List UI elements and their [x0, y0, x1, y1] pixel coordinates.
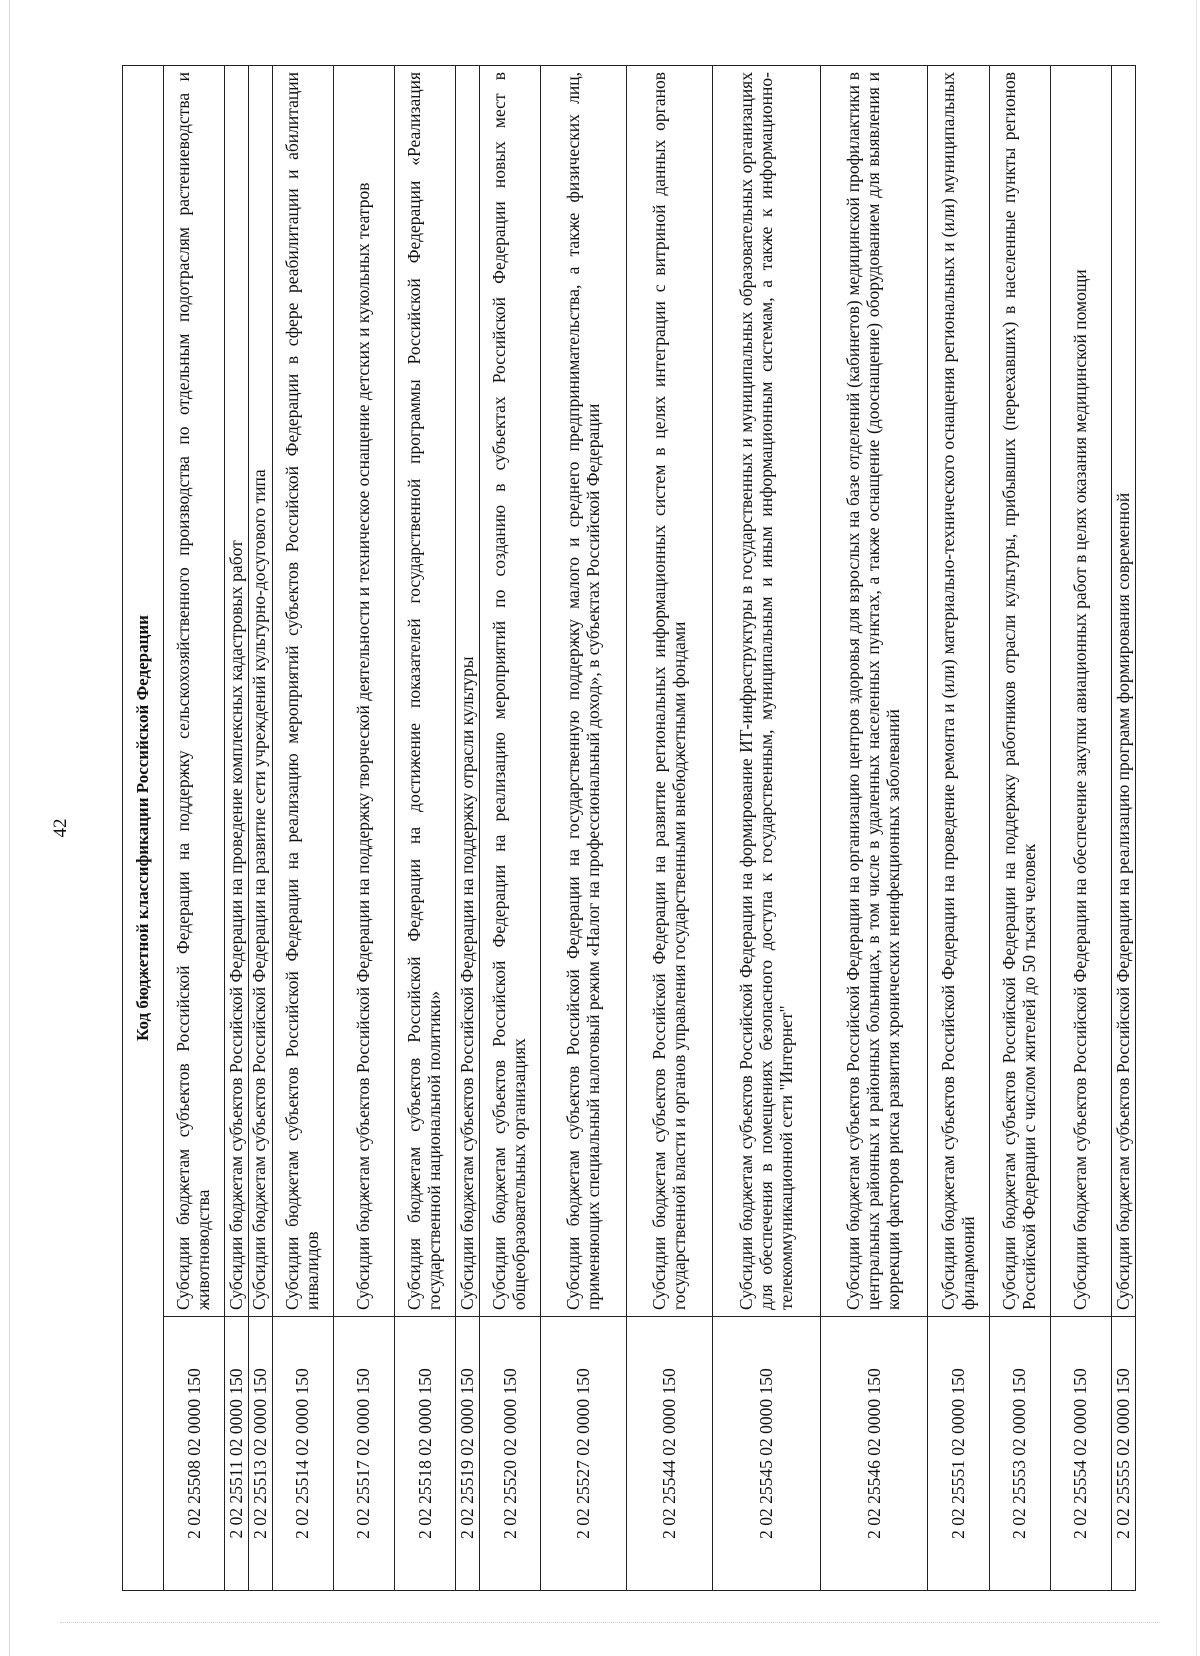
budget-code: 2 02 25519 02 0000 150 — [456, 1317, 480, 1591]
budget-code: 2 02 25553 02 0000 150 — [989, 1317, 1050, 1591]
table-row — [541, 66, 627, 1591]
budget-description: Субсидии бюджетам субъектов Российской Федерации на поддержку работников отрасли культуры, прибывших (переехавших) в населенные пункты регионов Российской Федерации с числом жителей до 50 тысяч человек — [989, 66, 1050, 1317]
table-row — [713, 66, 821, 1591]
table-row — [989, 66, 1050, 1591]
budget-description: Субсидии бюджетам субъектов Российской Федерации на формирование ИТ-инфраструктуры в государственных и муниципальных образовательных организациях для обеспечения в помещениях безопасного доступа к государственным, муниципальным и иным информационным системам, а также к информационно-телекоммуникационной сети "Интернет" — [713, 66, 821, 1317]
budget-code: 2 02 25554 02 0000 150 — [1050, 1317, 1111, 1591]
budget-description: Субсидии бюджетам субъектов Российской Федерации на поддержку творческой деятельности и техническое оснащение детских и кукольных театров — [333, 66, 394, 1317]
budget-description: Субсидии бюджетам субъектов Российской Федерации на поддержку отрасли культуры — [456, 66, 480, 1317]
table-row — [820, 66, 928, 1591]
budget-description: Субсидии бюджетам субъектов Российской Федерации на проведение ремонта и (или) материально-технического оснащения региональных и (или) муниципальных филармоний — [928, 66, 989, 1317]
table-row — [480, 66, 541, 1591]
table-row — [272, 66, 333, 1591]
budget-description: Субсидии бюджетам субъектов Российской Федерации на развитие сети учреждений культурно-досугового типа — [248, 66, 272, 1317]
budget-description: Субсидии бюджетам субъектов Российской Федерации на поддержку сельскохозяйственного производства по отдельным подотраслям растениеводства и животноводства — [164, 66, 225, 1317]
table-row — [164, 66, 225, 1591]
table-row — [1050, 66, 1111, 1591]
budget-code: 2 02 25518 02 0000 150 — [395, 1317, 456, 1591]
table-header-row — [123, 66, 164, 1591]
budget-description: Субсидия бюджетам субъектов Российской Федерации на достижение показателей государственной программы Российской Федерации «Реализация государственной национальной политики» — [395, 66, 456, 1317]
table-row — [928, 66, 989, 1591]
table-row — [1112, 66, 1136, 1591]
budget-code: 2 02 25520 02 0000 150 — [480, 1317, 541, 1591]
budget-code: 2 02 25551 02 0000 150 — [928, 1317, 989, 1591]
table-row — [248, 66, 272, 1591]
table-row — [225, 66, 249, 1591]
budget-description: Субсидии бюджетам субъектов Российской Федерации на реализацию программ формирования современной — [1112, 66, 1136, 1317]
budget-code: 2 02 25514 02 0000 150 — [272, 1317, 333, 1591]
table-row — [456, 66, 480, 1591]
budget-code: 2 02 25544 02 0000 150 — [627, 1317, 713, 1591]
budget-description: Субсидии бюджетам субъектов Российской Федерации на государственную поддержку малого и среднего предпринимательства, а также физических лиц, применяющих специальный налоговый режим «Налог на профессиональный доход», в субъектах Российской Федерации — [541, 66, 627, 1317]
budget-code: 2 02 25517 02 0000 150 — [333, 1317, 394, 1591]
budget-description: Субсидии бюджетам субъектов Российской Федерации на обеспечение закупки авиационных работ в целях оказания медицинской помощи — [1050, 66, 1111, 1317]
budget-classification-table — [122, 65, 1136, 1591]
page-number: 42 — [50, 818, 71, 838]
budget-code: 2 02 25545 02 0000 150 — [713, 1317, 821, 1591]
budget-code: 2 02 25511 02 0000 150 — [225, 1317, 249, 1591]
table-row — [333, 66, 394, 1591]
budget-description: Субсидии бюджетам субъектов Российской Федерации на реализацию мероприятий по созданию в субъектах Российской Федерации новых мест в общеобразовательных организациях — [480, 66, 541, 1317]
budget-code: 2 02 25555 02 0000 150 — [1112, 1317, 1136, 1591]
budget-code: 2 02 25508 02 0000 150 — [164, 1317, 225, 1591]
budget-description: Субсидии бюджетам субъектов Российской Федерации на организацию центров здоровья для взрослых на базе отделений (кабинетов) медицинской профилактики в центральных районных и районных больницах, в том числе в удаленных населенных пунктах, а также оснащение (дооснащение) оборудованием для выявления и коррекции факторов риска развития хронических неинфекционных заболеваний — [820, 66, 928, 1317]
budget-description: Субсидии бюджетам субъектов Российской Федерации на реализацию мероприятий субъектов Российской Федерации в сфере реабилитации и абилитации инвалидов — [272, 66, 333, 1317]
budget-code: 2 02 25513 02 0000 150 — [248, 1317, 272, 1591]
table-row — [627, 66, 713, 1591]
budget-description: Субсидии бюджетам субъектов Российской Федерации на проведение комплексных кадастровых работ — [225, 66, 249, 1317]
budget-code: 2 02 25546 02 0000 150 — [820, 1317, 928, 1591]
budget-code: 2 02 25527 02 0000 150 — [541, 1317, 627, 1591]
table-row — [395, 66, 456, 1591]
table-header: Код бюджетной классификации Российской Федерации — [123, 66, 164, 1591]
budget-description: Субсидии бюджетам субъектов Российской Федерации на развитие региональных информационных систем в целях интеграции с витриной данных органов государственной власти и органов управления государственными внебюджетными фондами — [627, 66, 713, 1317]
